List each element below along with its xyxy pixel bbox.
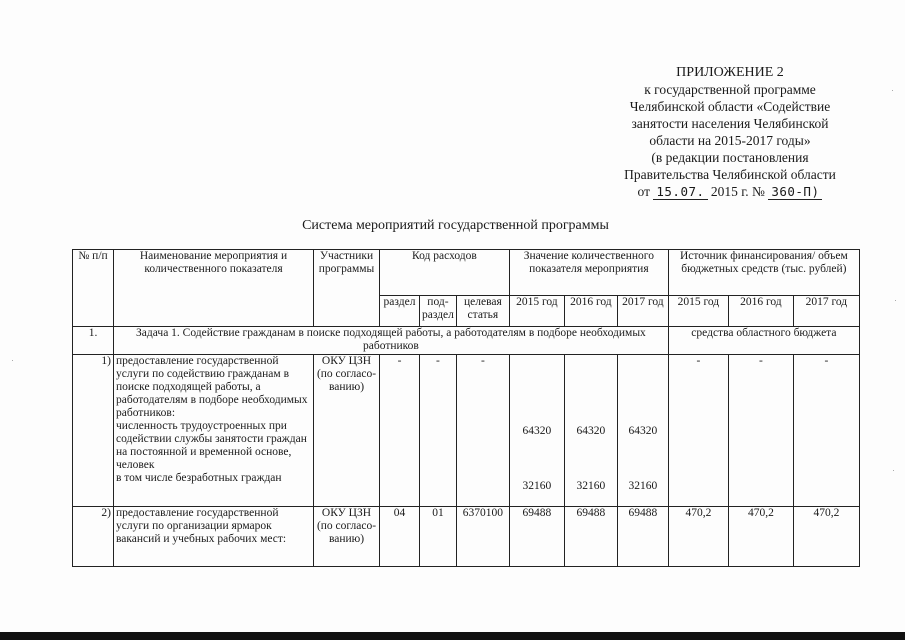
- handwritten-number: 360-П): [768, 184, 822, 200]
- ind-sub-value: 32160: [522, 480, 552, 492]
- row-name-main: предоставление государственной услуги по содействию гражданам в поиске подходящей работы, а работодателям в подборе необходимых работников:: [116, 355, 308, 419]
- task-text: Задача 1. Содействие гражданам в поиске подходящей работы, а работодателям в подборе необходимых работников: [114, 327, 669, 355]
- header-num: № п/п: [73, 250, 114, 327]
- program-table: [72, 249, 860, 567]
- row-fin-2016: 470,2: [728, 507, 793, 567]
- appendix-date-line: [600, 183, 860, 200]
- scan-bottom-edge: [0, 632, 905, 640]
- table-row: [73, 355, 860, 507]
- header-code-target: целевая статья: [456, 296, 509, 327]
- header-participants: Участники программы: [314, 250, 380, 327]
- task-source: средства областного бюджета: [668, 327, 859, 355]
- row-ind-2016: [564, 355, 617, 507]
- header-codes: Код расходов: [380, 250, 510, 296]
- appendix-line: Правительства Челябинской области: [624, 167, 836, 182]
- scan-speck: [893, 470, 894, 471]
- header-name: Наименование мероприятия и количественного показателя: [114, 250, 314, 327]
- row-name-subindicator: в том числе безработных граждан: [116, 472, 282, 484]
- appendix-line: занятости населения Челябинской: [631, 116, 829, 131]
- row-fin-2015: 470,2: [668, 507, 728, 567]
- row-participant: ОКУ ЦЗН (по согласо-ванию): [314, 355, 380, 507]
- ind-main-value: 64320: [576, 425, 606, 437]
- date-prefix: от: [637, 184, 650, 199]
- appendix-line: области на 2015-2017 годы»: [649, 133, 811, 148]
- handwritten-date: 15.07.: [653, 184, 707, 200]
- row-ind-2016: 69488: [564, 507, 617, 567]
- scan-speck: [895, 300, 896, 301]
- row-ind-2017: [617, 355, 668, 507]
- date-year: 2015 г. №: [710, 184, 765, 199]
- row-ind-2015: [509, 355, 564, 507]
- appendix-block: [600, 64, 860, 200]
- header-fin-2017: 2017 год: [793, 296, 859, 327]
- header-fin-2015: 2015 год: [668, 296, 728, 327]
- ind-main-value: 64320: [628, 425, 658, 437]
- row-ind-2017: 69488: [617, 507, 668, 567]
- row-num: 1): [73, 355, 114, 507]
- task-row: [73, 327, 860, 355]
- row-name: [114, 355, 314, 507]
- task-num: 1.: [73, 327, 114, 355]
- header-ind-2015: 2015 год: [509, 296, 564, 327]
- row-ind-2015: 69488: [509, 507, 564, 567]
- appendix-line: к государственной программе: [644, 82, 816, 97]
- scan-speck: [892, 90, 893, 91]
- row-fin-2017: -: [793, 355, 859, 507]
- table-row: [73, 507, 860, 567]
- row-subsection: 01: [420, 507, 457, 567]
- row-name: предоставление государственной услуги по организации ярмарок вакансий и учебных рабочих мест:: [114, 507, 314, 567]
- row-fin-2015: -: [668, 355, 728, 507]
- scan-speck: [12, 360, 13, 361]
- header-code-subsection: под-раздел: [420, 296, 457, 327]
- header-code-section: раздел: [380, 296, 420, 327]
- appendix-title: ПРИЛОЖЕНИЕ 2: [676, 65, 784, 80]
- row-name-indicator: численность трудоустроенных при содействии службы занятости граждан на постоянной и временной основе, человек: [116, 420, 307, 471]
- header-ind-2017: 2017 год: [617, 296, 668, 327]
- ind-sub-value: 32160: [576, 480, 606, 492]
- ind-sub-value: 32160: [628, 480, 658, 492]
- appendix-line: Челябинской области «Содействие: [629, 99, 831, 114]
- row-fin-2016: -: [728, 355, 793, 507]
- header-ind-2016: 2016 год: [564, 296, 617, 327]
- appendix-line: (в редакции постановления: [651, 150, 809, 165]
- document-title: Система мероприятий государственной программы: [302, 218, 609, 233]
- row-section: -: [380, 355, 420, 507]
- header-finance: Источник финансирования/ объем бюджетных средств (тыс. рублей): [668, 250, 859, 296]
- header-fin-2016: 2016 год: [728, 296, 793, 327]
- header-indicator: Значение количественного показателя мероприятия: [509, 250, 668, 296]
- row-target: -: [456, 355, 509, 507]
- row-section: 04: [380, 507, 420, 567]
- row-target: 6370100: [456, 507, 509, 567]
- row-fin-2017: 470,2: [793, 507, 859, 567]
- row-subsection: -: [420, 355, 457, 507]
- row-num: 2): [73, 507, 114, 567]
- header-row: [73, 250, 860, 296]
- row-participant: ОКУ ЦЗН (по согласо-ванию): [314, 507, 380, 567]
- ind-main-value: 64320: [522, 425, 552, 437]
